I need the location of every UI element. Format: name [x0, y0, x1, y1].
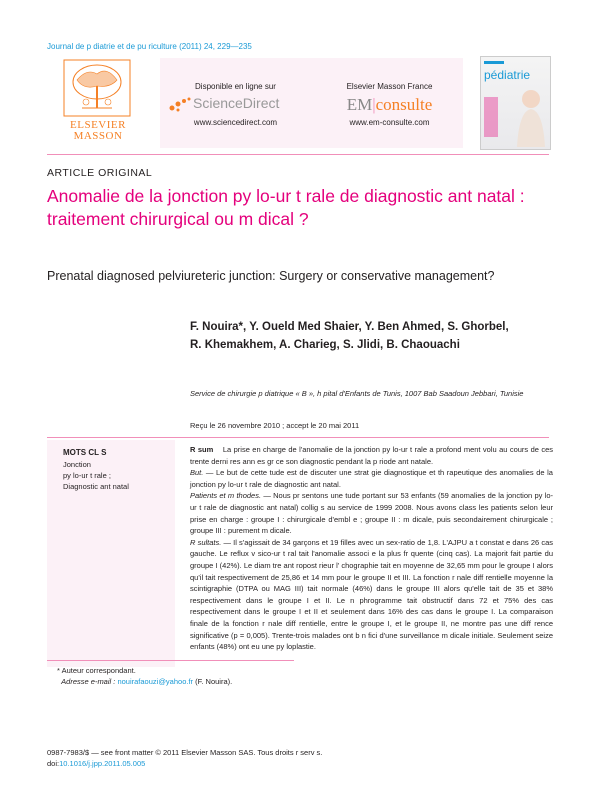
cover-title: pédiatrie — [484, 68, 531, 82]
em-url[interactable]: www.em-consulte.com — [349, 118, 430, 127]
copyright-line: 0987-7983/$ — see front matter © 2011 Elsevier Masson SAS. Tous droits r serv s. — [47, 748, 323, 757]
journal-reference[interactable]: Journal de p diatrie et de pu riculture (2011) 24, 229—235 — [47, 42, 252, 51]
results-text: — Il s'agissait de 34 garçons et 19 filles avec un sex-ratio de 1,8. L'AJPU a t constat e dans 26 cas gauche. Le reflux v sico-ur t ral tait l'anomalie associ e la plus fr quente (cinq cas). La majorit fait partie du groupe I (42%). Le diam tre ant ropost rieur l' chographie tait en moyenne de 32,65 mm pour le groupe I alors qu'il tait respectivement de 25,86 et 14 mm pour le groupe II et III. La fonction r nale diff rentielle moyenne la scintigraphie (DTPA ou MAG III) tait normale (46%) dans le groupe III alors qu'elle tait de 35 et 38% respectivement dans le groupe I et II. Le n phrogramme tait obstructif dans 72 et 75% des cas respectivement dans le groupe I et II et seulement dans 16% des cas dans le groupe I. La comparaison finale de la fonction r nale diff rentielle, entre le groupe I, et le groupe II, ne montre pas une diff rence significative (p = 0,005). Trente-trois malades ont b n fici d'une surveillance m dicale initiale. Seulement seize enfants (48%) ont eu une py loplastie. — [190, 537, 553, 652]
doi-label: doi: — [47, 759, 60, 768]
sd-url[interactable]: www.sciencedirect.com — [193, 118, 278, 127]
sciencedirect-block — [168, 82, 303, 91]
abstract-results — [190, 537, 553, 653]
patients-text: — Nous pr sentons une tude portant sur 53 enfants (59 anomalies de la jonction py lo-ur t rale de diagnostic ant natal) collig s au service de 1999 2008. Nous avons class les patients selon leur prise en charge : groupe I : chirurgicale d'embl e ; groupe II : m dicale, puis secondairement chirurgicale ; groupe III : purement m dicale. — [190, 491, 553, 536]
header-divider — [47, 154, 549, 155]
em-brand-left: EM — [346, 95, 373, 114]
article-subtitle: Prenatal diagnosed pelviureteric junction: Surgery or conservative management? — [47, 269, 495, 283]
abstract — [190, 444, 553, 653]
affiliation: Service de chirurgie p diatrique « B », h pital d'Enfants de Tunis, 1007 Bab Saadoun Jebbari, Tunisie — [190, 389, 524, 398]
em-tagline: Elsevier Masson France — [346, 82, 433, 91]
keyword-item: Jonction — [63, 460, 91, 469]
doi-link[interactable]: 10.1016/j.jpp.2011.05.005 — [59, 759, 146, 768]
sciencedirect-logo[interactable] — [168, 95, 308, 113]
journal-cover-thumbnail — [480, 56, 551, 150]
abstract-divider — [47, 437, 549, 438]
resume-label: R sum — [190, 445, 214, 454]
email-line — [57, 676, 232, 687]
publisher-name-2: MASSON — [73, 130, 123, 142]
patients-label: Patients et m thodes. — [190, 491, 262, 501]
keyword-item: Diagnostic ant natal — [63, 482, 129, 491]
sd-brand: ScienceDirect — [193, 95, 280, 111]
email-link[interactable]: nouirafaouzi@yahoo.fr — [117, 677, 194, 686]
sd-tagline: Disponible en ligne sur — [195, 82, 276, 91]
results-label: R sultats. — [190, 537, 222, 547]
author-note: Auteur correspondant. — [61, 666, 136, 675]
received-dates: Reçu le 26 novembre 2010 ; accept le 20 mai 2011 — [190, 421, 360, 430]
keywords-title: MOTS CL S — [63, 448, 107, 457]
emconsulte-block — [322, 82, 457, 91]
em-brand-right: consulte — [375, 95, 433, 114]
elsevier-wordmark — [63, 120, 133, 142]
sciencedirect-dots-icon — [168, 96, 192, 112]
footnote-rule — [47, 660, 294, 661]
cover-bar — [484, 61, 504, 64]
footnote-mark: * — [57, 666, 60, 675]
publisher-name: ELSEVIER — [70, 119, 126, 131]
copyright-footer — [47, 747, 322, 769]
email-label: Adresse e-mail : — [61, 677, 116, 686]
footnote — [57, 665, 232, 687]
resume-text: La prise en charge de l'anomalie de la jonction py lo-ur t rale a profond ment volu au cours de ces trente derni res ann es gr ce son diagnostic pendant la p riode ant natale. — [190, 445, 553, 466]
elsevier-tree-logo-icon — [62, 58, 132, 118]
author-list: F. Nouira*, Y. Oueld Med Shaier, Y. Ben Ahmed, S. Ghorbel, R. Khemakhem, A. Charieg, S. Jlidi, B. Chaouachi — [190, 321, 509, 351]
abstract-but — [190, 467, 553, 490]
but-text: — Le but de cette tude est de discuter une strat gie diagnostique et th rapeutique des anomalies de la jonction py lo-ur t rale de diagnostic ant natal. — [190, 468, 553, 489]
but-label: But. — [190, 468, 204, 478]
doi-line — [47, 758, 322, 769]
cover-stripe — [484, 97, 498, 137]
article-type: ARTICLE ORIGINAL — [47, 167, 153, 179]
email-suffix: (F. Nouira). — [195, 677, 233, 686]
abstract-resume — [190, 444, 553, 467]
keywords-list — [63, 459, 129, 492]
abstract-patients — [190, 490, 553, 536]
emconsulte-logo[interactable]: EM|consulte — [346, 95, 433, 114]
cover-child-illustration-icon — [511, 87, 547, 147]
keyword-item: py lo-ur t rale ; — [63, 471, 111, 480]
corresponding-author — [57, 665, 232, 676]
article-title: Anomalie de la jonction py lo-ur t rale de diagnostic ant natal : traitement chirurgical ou m dical ? — [47, 186, 525, 229]
